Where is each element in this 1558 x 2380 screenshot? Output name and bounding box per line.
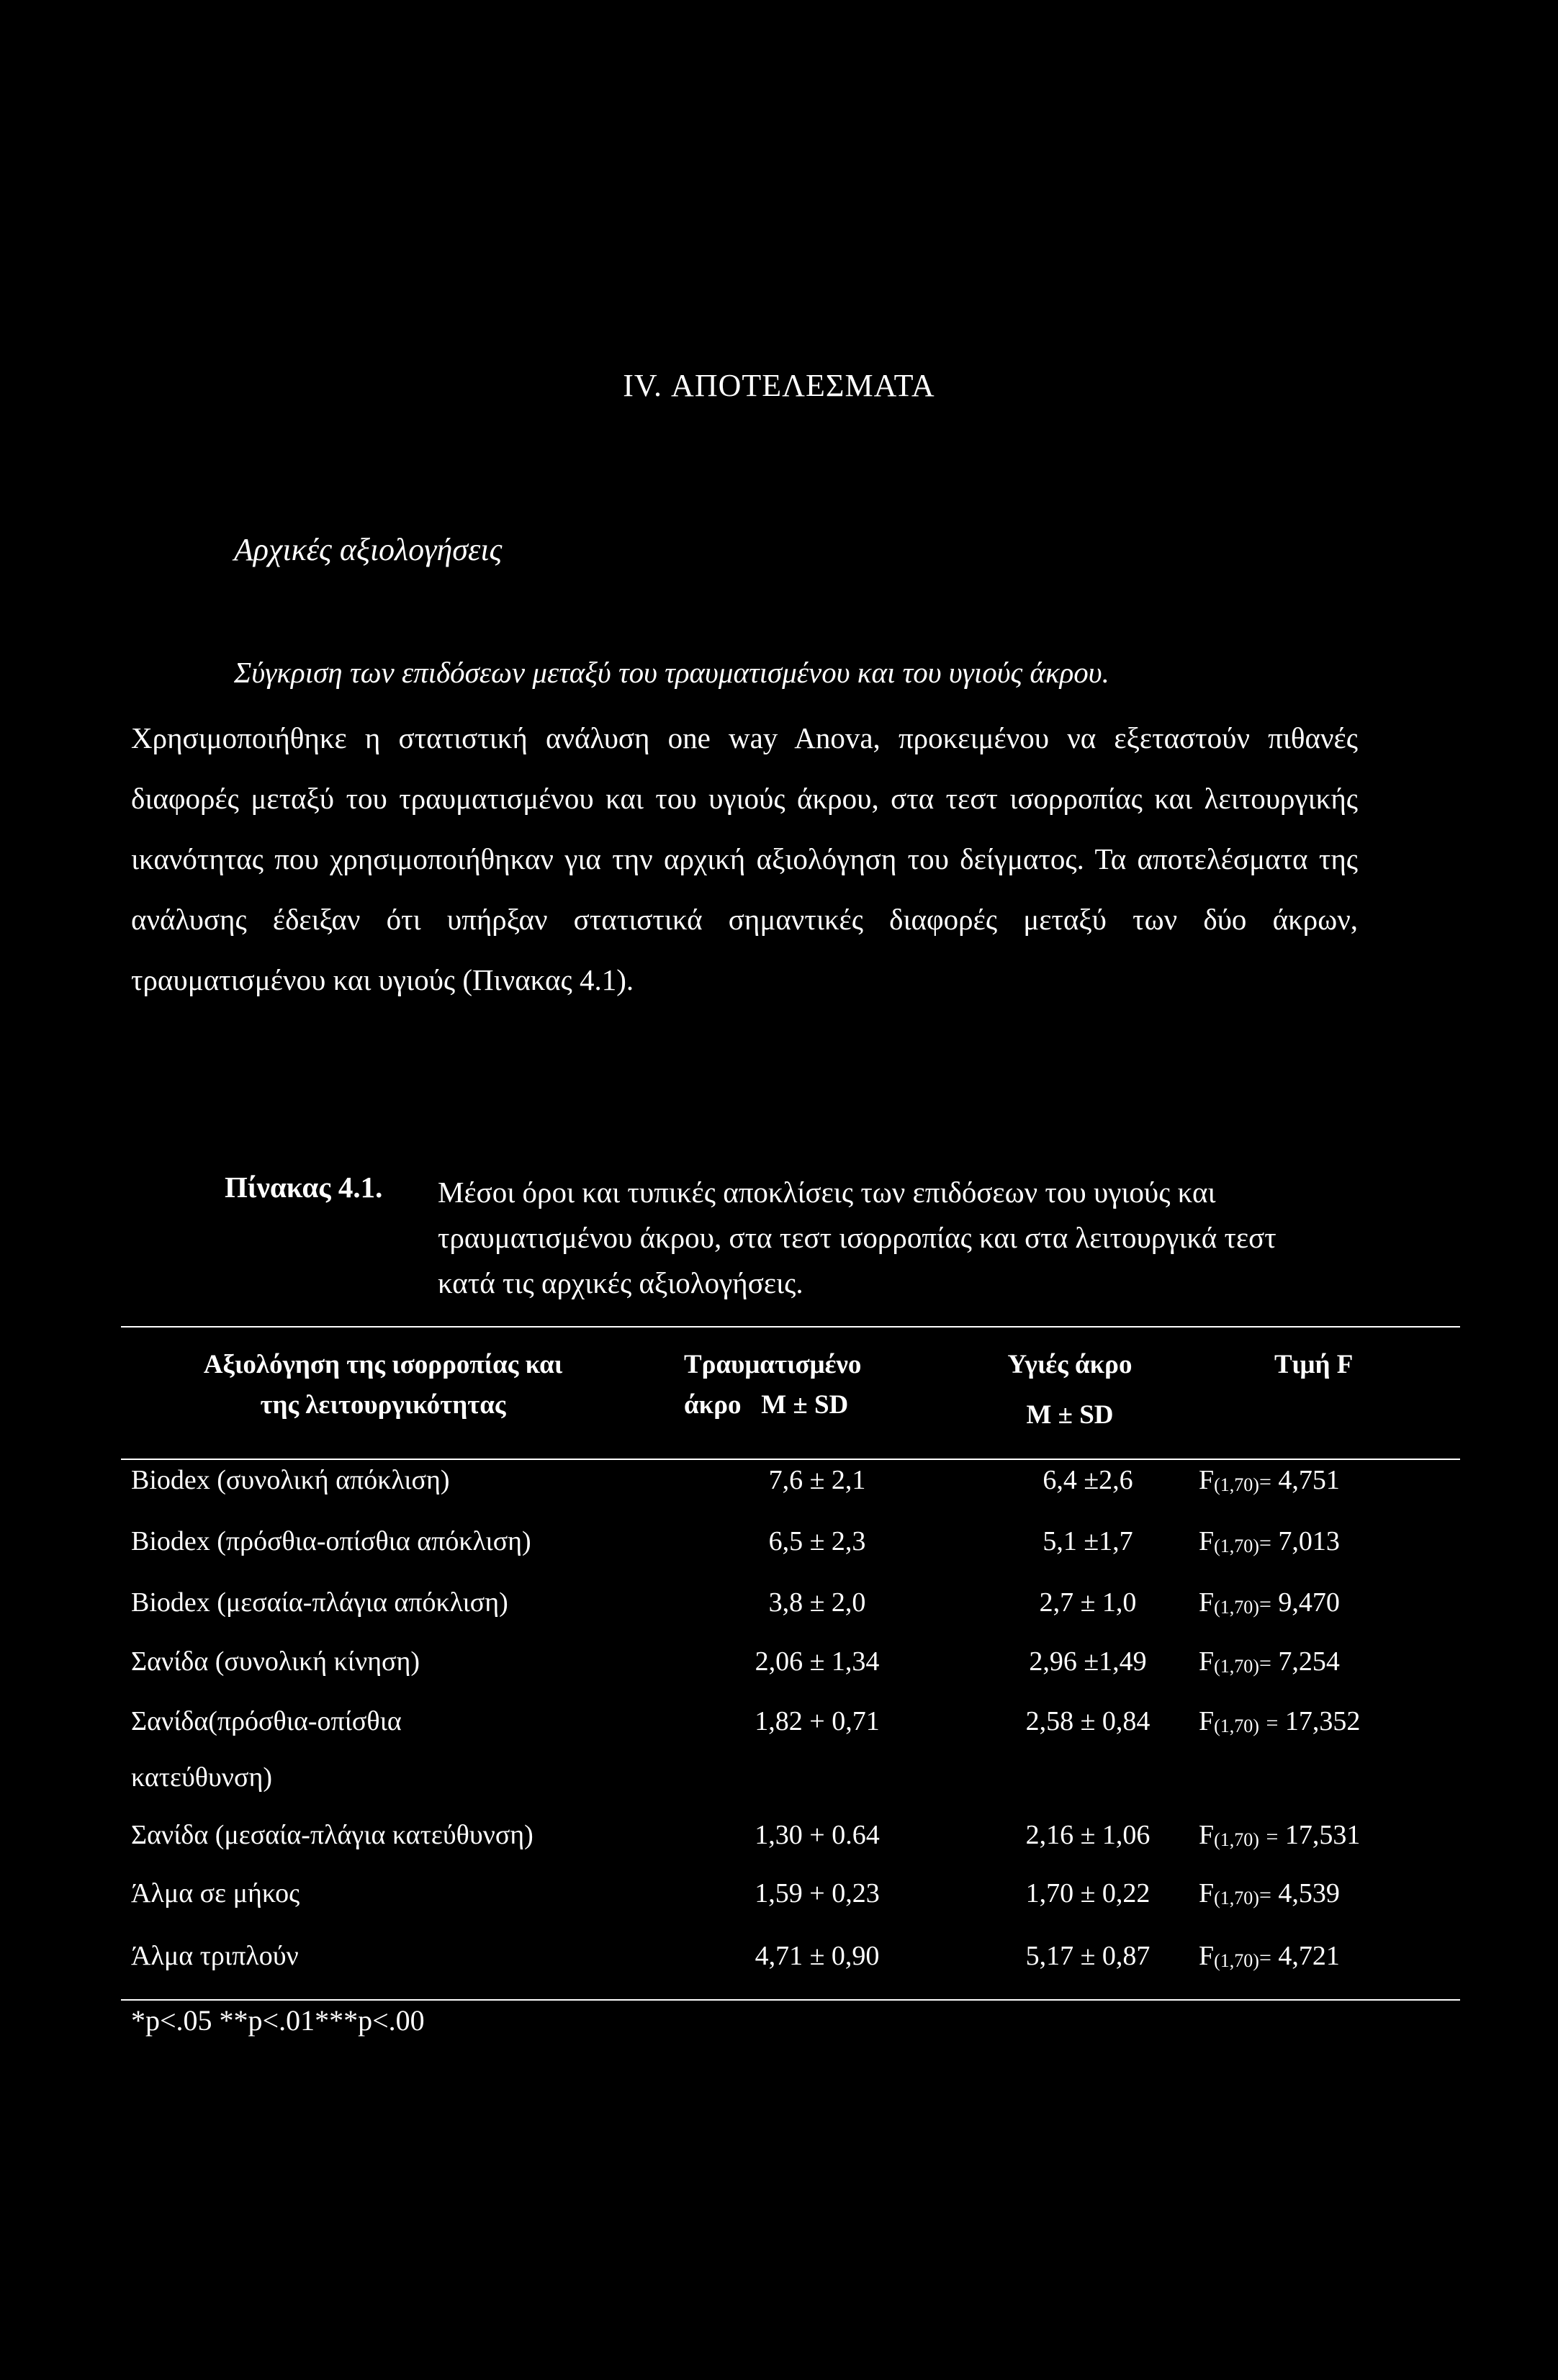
row-6-f: $F_{(1,70)} = 17,531$: [1199, 1820, 1361, 1850]
section-title: Αρχικές αξιολογήσεις: [234, 532, 503, 567]
row-4-healthy: 2,96 ±1,49: [1029, 1646, 1147, 1677]
table-footnote: *p<.05 **p<.01***p<.00: [131, 2004, 425, 2037]
chapter-title: IV. ΑΠΟΤΕΛΕΣΜΑΤΑ: [623, 368, 935, 403]
row-6-healthy: 2,16 ± 1,06: [1025, 1820, 1151, 1850]
header-f-value: Τιμή F: [1274, 1350, 1354, 1379]
header-healthy: [991, 1345, 1149, 1435]
row-4-f: $F_{(1,70)}= 7,254$: [1199, 1646, 1340, 1677]
header-assessment: [131, 1345, 635, 1425]
row-2-injured: 6,5 ± 2,3: [768, 1526, 866, 1556]
subsection-title: Σύγκριση των επιδόσεων μεταξύ του τραυματισμένου και του υγιούς άκρου.: [234, 656, 1109, 689]
header-assessment-line1: Αξιολόγηση της ισορροπίας και: [203, 1350, 563, 1379]
row-1-test: Biodex (συνολική απόκλιση): [131, 1465, 450, 1495]
header-injured-line2: άκρο M ± SD: [684, 1390, 849, 1420]
row-8-injured: 4,71 ± 0,90: [755, 1941, 880, 1971]
table-bottom-rule: [121, 1999, 1460, 2001]
row-2-healthy: 5,1 ±1,7: [1043, 1526, 1133, 1556]
header-assessment-line2: της λειτουργικότητας: [260, 1390, 506, 1420]
row-1-injured: 7,6 ± 2,1: [768, 1465, 866, 1495]
table-header-rule: [121, 1459, 1460, 1460]
row-2-test: Biodex (πρόσθια-οπίσθια απόκλιση): [131, 1526, 531, 1556]
row-1-healthy: 6,4 ±2,6: [1043, 1465, 1133, 1495]
row-7-injured: 1,59 + 0,23: [755, 1878, 880, 1908]
row-5-injured: 1,82 + 0,71: [755, 1706, 880, 1736]
row-6-test: Σανίδα (μεσαία-πλάγια κατεύθυνση): [131, 1820, 533, 1850]
row-8-healthy: 5,17 ± 0,87: [1025, 1941, 1151, 1971]
table-top-rule: [121, 1326, 1460, 1328]
row-7-test: Άλμα σε μήκος: [131, 1878, 300, 1908]
header-healthy-line2: M ± SD: [1026, 1400, 1114, 1430]
row-6-injured: 1,30 + 0.64: [755, 1820, 880, 1850]
table-caption-text: Μέσοι όροι και τυπικές αποκλίσεις των επιδόσεων του υγιούς και τραυματισμένου άκρου, στα τεστ ισορροπίας και στα λειτουργικά τεστ κατά τις αρχικές αξιολογήσεις.: [438, 1176, 1276, 1299]
table-caption-label: Πίνακας 4.1.: [225, 1171, 383, 1204]
row-1-f: $F_{(1,70)}= 4,751$: [1199, 1465, 1340, 1495]
row-8-f: $F_{(1,70)}= 4,721$: [1199, 1941, 1340, 1971]
header-healthy-line1: Υγιές άκρο: [1007, 1350, 1133, 1379]
row-4-injured: 2,06 ± 1,34: [755, 1646, 880, 1677]
row-5-healthy: 2,58 ± 0,84: [1025, 1706, 1151, 1736]
body-paragraph: Χρησιμοποιήθηκε η στατιστική ανάλυση one way Anova, προκειμένου να εξεταστούν πιθανές διαφορές μεταξύ του τραυματισμένου και του υγιούς άκρου, στα τεστ ισορροπίας και λειτουργικής ικανότητας που χρησιμοποιήθηκαν για την αρχική αξιολόγηση του δείγματος. Τα αποτελέσματα της ανάλυσης έδειξαν ότι υπήρξαν στατιστικά σημαντικές διαφορές μεταξύ των δύο άκρων, τραυματισμένου και υγιούς (Πινακας 4.1).: [131, 721, 1358, 996]
row-3-test: Biodex (μεσαία-πλάγια απόκλιση): [131, 1587, 508, 1618]
row-3-healthy: 2,7 ± 1,0: [1039, 1587, 1137, 1618]
row-5-test: Σανίδα(πρόσθια-οπίσθια: [131, 1706, 402, 1736]
row-2-f: $F_{(1,70)}= 7,013$: [1199, 1526, 1340, 1556]
row-3-injured: 3,8 ± 2,0: [768, 1587, 866, 1618]
header-injured: [684, 1345, 861, 1425]
row-5-test-line2: κατεύθυνση): [131, 1762, 272, 1793]
row-4-test: Σανίδα (συνολική κίνηση): [131, 1646, 420, 1677]
row-5-f: $F_{(1,70)} = 17,352$: [1199, 1706, 1361, 1736]
row-8-test: Άλμα τριπλούν: [131, 1941, 299, 1971]
row-7-healthy: 1,70 ± 0,22: [1025, 1878, 1151, 1908]
row-3-f: $F_{(1,70)}= 9,470$: [1199, 1587, 1340, 1618]
header-injured-line1: Τραυματισμένο: [684, 1350, 862, 1379]
row-7-f: $F_{(1,70)}= 4,539$: [1199, 1878, 1340, 1908]
